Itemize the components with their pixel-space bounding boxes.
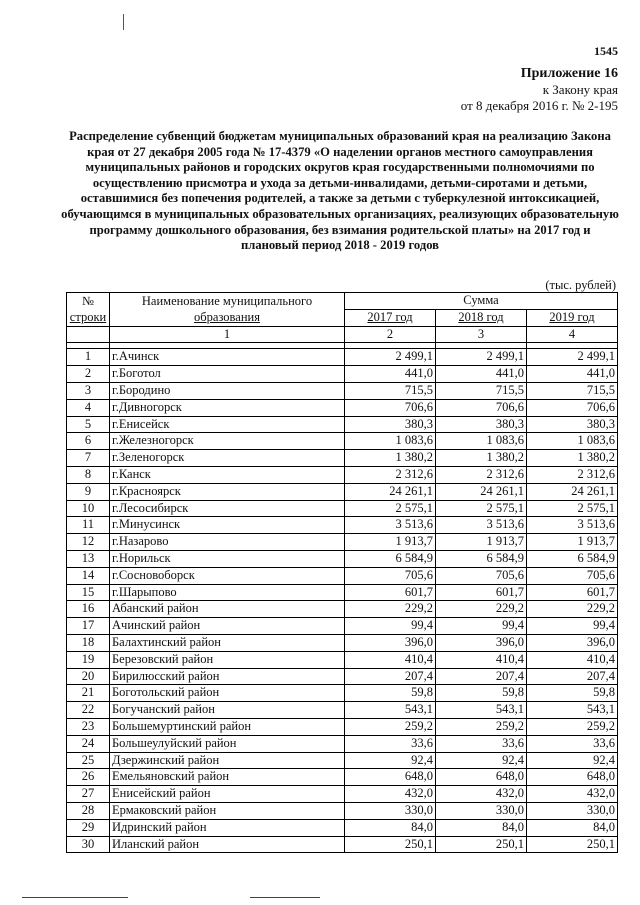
amount-2018: 1 380,2 (436, 450, 527, 467)
municipality-name: Богучанский район (110, 702, 345, 719)
row-number: 2 (67, 366, 110, 383)
amount-2017: 705,6 (345, 567, 436, 584)
municipality-name: г.Назарово (110, 534, 345, 551)
row-number: 3 (67, 382, 110, 399)
table-row (67, 433, 618, 450)
amount-2017: 92,4 (345, 752, 436, 769)
amount-2017: 601,7 (345, 584, 436, 601)
municipality-name: г.Норильск (110, 550, 345, 567)
amount-2018: 396,0 (436, 634, 527, 651)
amount-2018: 2 499,1 (436, 349, 527, 366)
row-number: 10 (67, 500, 110, 517)
amount-2019: 33,6 (527, 735, 618, 752)
table-row (67, 752, 618, 769)
amount-2017: 396,0 (345, 634, 436, 651)
amount-2018: 1 083,6 (436, 433, 527, 450)
amount-2018: 330,0 (436, 802, 527, 819)
table-row (67, 399, 618, 416)
amount-2017: 229,2 (345, 601, 436, 618)
amount-2017: 330,0 (345, 802, 436, 819)
header-row-number (67, 293, 110, 327)
municipality-name: Бирилюсский район (110, 668, 345, 685)
amount-2017: 1 913,7 (345, 534, 436, 551)
header-year-2018: 2018 год (436, 309, 527, 326)
municipality-name: Большемуртинский район (110, 718, 345, 735)
row-number: 20 (67, 668, 110, 685)
amount-2017: 207,4 (345, 668, 436, 685)
municipality-name: Енисейский район (110, 786, 345, 803)
table-body (67, 349, 618, 853)
row-number: 15 (67, 584, 110, 601)
amount-2017: 380,3 (345, 416, 436, 433)
amount-2019: 396,0 (527, 634, 618, 651)
row-number: 14 (67, 567, 110, 584)
municipality-name: г.Железногорск (110, 433, 345, 450)
header-num-line1: № (82, 294, 94, 308)
table-row (67, 416, 618, 433)
table-header-row (67, 293, 618, 310)
table-row (67, 382, 618, 399)
row-number: 4 (67, 399, 110, 416)
amount-2018: 648,0 (436, 769, 527, 786)
row-number: 7 (67, 450, 110, 467)
row-number: 22 (67, 702, 110, 719)
amount-2017: 432,0 (345, 786, 436, 803)
amount-2018: 259,2 (436, 718, 527, 735)
appendix-block (461, 66, 618, 114)
amount-2019: 6 584,9 (527, 550, 618, 567)
amount-2019: 3 513,6 (527, 517, 618, 534)
municipality-name: г.Енисейск (110, 416, 345, 433)
municipality-name: г.Красноярск (110, 483, 345, 500)
column-index (67, 326, 110, 343)
municipality-name: г.Шарыпово (110, 584, 345, 601)
footer-rule (22, 897, 128, 898)
municipality-name: Иланский район (110, 836, 345, 853)
row-number: 13 (67, 550, 110, 567)
table-row (67, 601, 618, 618)
amount-2017: 410,4 (345, 651, 436, 668)
table-row (67, 685, 618, 702)
row-number: 24 (67, 735, 110, 752)
table-row (67, 802, 618, 819)
amount-2018: 410,4 (436, 651, 527, 668)
amount-2019: 543,1 (527, 702, 618, 719)
header-year-2019: 2019 год (527, 309, 618, 326)
row-number: 9 (67, 483, 110, 500)
amount-2017: 2 499,1 (345, 349, 436, 366)
row-number: 5 (67, 416, 110, 433)
municipality-name: г.Ачинск (110, 349, 345, 366)
amount-2019: 1 913,7 (527, 534, 618, 551)
header-sum: Сумма (345, 293, 618, 310)
document-title: Распределение субвенций бюджетам муниципальных образований края на реализацию Закона края от 27 декабря 2005 года № 17-4379 «О наделении органов местного самоуправления муниципальных районов и городских округов края государственными полномочиями по осуществлению присмотра и ухода за детьми-инвалидами, детьми-сиротами и детьми, оставшимися без попечения родителей, а также за детьми с туберкулезной интоксикацией, обучающимся в муниципальных образовательных организациях, реализующих образовательную программу дошкольного образования, без взимания родительской платы» на 2017 год и плановый период 2018 - 2019 годов (61, 129, 619, 253)
table-row (67, 450, 618, 467)
table-row (67, 618, 618, 635)
amount-2017: 24 261,1 (345, 483, 436, 500)
amount-2018: 380,3 (436, 416, 527, 433)
row-number: 27 (67, 786, 110, 803)
row-number: 1 (67, 349, 110, 366)
amount-2017: 2 312,6 (345, 466, 436, 483)
amount-2017: 715,5 (345, 382, 436, 399)
amount-2017: 706,6 (345, 399, 436, 416)
amount-2019: 648,0 (527, 769, 618, 786)
page-number: 1545 (594, 44, 618, 58)
municipality-name: Дзержинский район (110, 752, 345, 769)
amount-2019: 715,5 (527, 382, 618, 399)
amount-2019: 330,0 (527, 802, 618, 819)
amount-2019: 84,0 (527, 819, 618, 836)
municipality-name: Абанский район (110, 601, 345, 618)
amount-2019: 2 499,1 (527, 349, 618, 366)
amount-2017: 441,0 (345, 366, 436, 383)
amount-2017: 2 575,1 (345, 500, 436, 517)
amount-2017: 59,8 (345, 685, 436, 702)
scan-artifact-line (123, 14, 124, 30)
amount-2019: 24 261,1 (527, 483, 618, 500)
amount-2019: 2 575,1 (527, 500, 618, 517)
amount-2018: 2 312,6 (436, 466, 527, 483)
amount-2018: 601,7 (436, 584, 527, 601)
header-year-2017: 2017 год (345, 309, 436, 326)
column-index: 3 (436, 326, 527, 343)
municipality-name: Березовский район (110, 651, 345, 668)
amount-2018: 705,6 (436, 567, 527, 584)
appendix-law-reference: к Закону края (542, 82, 618, 97)
amount-2019: 380,3 (527, 416, 618, 433)
table-row (67, 517, 618, 534)
municipality-name: г.Минусинск (110, 517, 345, 534)
table-row (67, 786, 618, 803)
appendix-title: Приложение 16 (520, 66, 618, 81)
table-row (67, 366, 618, 383)
municipality-name: г.Лесосибирск (110, 500, 345, 517)
table-row (67, 567, 618, 584)
row-number: 26 (67, 769, 110, 786)
appendix-law-date: от 8 декабря 2016 г. № 2-195 (460, 98, 618, 113)
municipality-name: Ачинский район (110, 618, 345, 635)
municipality-name: Большеулуйский район (110, 735, 345, 752)
table-row (67, 651, 618, 668)
amount-2018: 33,6 (436, 735, 527, 752)
amount-2018: 207,4 (436, 668, 527, 685)
amount-2018: 250,1 (436, 836, 527, 853)
municipality-name: Боготольский район (110, 685, 345, 702)
amount-2017: 3 513,6 (345, 517, 436, 534)
amount-2018: 715,5 (436, 382, 527, 399)
amount-2017: 33,6 (345, 735, 436, 752)
amount-2017: 543,1 (345, 702, 436, 719)
amount-2019: 410,4 (527, 651, 618, 668)
row-number: 25 (67, 752, 110, 769)
row-number: 30 (67, 836, 110, 853)
row-number: 12 (67, 534, 110, 551)
amount-2018: 59,8 (436, 685, 527, 702)
amount-2019: 601,7 (527, 584, 618, 601)
table-row (67, 500, 618, 517)
row-number: 21 (67, 685, 110, 702)
amount-2018: 99,4 (436, 618, 527, 635)
amount-2019: 2 312,6 (527, 466, 618, 483)
amount-2019: 1 380,2 (527, 450, 618, 467)
table-row (67, 634, 618, 651)
amount-2019: 229,2 (527, 601, 618, 618)
amount-2017: 6 584,9 (345, 550, 436, 567)
table-row (67, 836, 618, 853)
amount-2017: 99,4 (345, 618, 436, 635)
amount-2018: 2 575,1 (436, 500, 527, 517)
amount-2017: 1 083,6 (345, 433, 436, 450)
column-index: 1 (110, 326, 345, 343)
amount-2017: 259,2 (345, 718, 436, 735)
row-number: 29 (67, 819, 110, 836)
amount-2018: 229,2 (436, 601, 527, 618)
row-number: 16 (67, 601, 110, 618)
table-row (67, 819, 618, 836)
amount-2019: 441,0 (527, 366, 618, 383)
amount-2019: 705,6 (527, 567, 618, 584)
table-row (67, 534, 618, 551)
amount-2019: 207,4 (527, 668, 618, 685)
municipality-name: Емельяновский район (110, 769, 345, 786)
municipality-name: г.Канск (110, 466, 345, 483)
footer-rule (250, 897, 320, 898)
amount-2018: 3 513,6 (436, 517, 527, 534)
row-number: 23 (67, 718, 110, 735)
municipality-name: г.Дивногорск (110, 399, 345, 416)
municipality-name: Идринский район (110, 819, 345, 836)
municipality-name: г.Сосновоборск (110, 567, 345, 584)
amount-2018: 432,0 (436, 786, 527, 803)
amount-2019: 99,4 (527, 618, 618, 635)
header-name-line2: образования (194, 310, 260, 324)
amount-2018: 543,1 (436, 702, 527, 719)
row-number: 19 (67, 651, 110, 668)
header-num-line2: строки (69, 310, 107, 324)
table-row (67, 702, 618, 719)
table-row (67, 735, 618, 752)
amount-2017: 1 380,2 (345, 450, 436, 467)
units-label: (тыс. рублей) (545, 278, 616, 292)
subsidy-table (66, 292, 618, 853)
municipality-name: Балахтинский район (110, 634, 345, 651)
amount-2018: 92,4 (436, 752, 527, 769)
amount-2019: 1 083,6 (527, 433, 618, 450)
amount-2019: 250,1 (527, 836, 618, 853)
amount-2019: 59,8 (527, 685, 618, 702)
row-number: 28 (67, 802, 110, 819)
amount-2017: 250,1 (345, 836, 436, 853)
amount-2019: 432,0 (527, 786, 618, 803)
table-row (67, 718, 618, 735)
row-number: 11 (67, 517, 110, 534)
table-row (67, 466, 618, 483)
amount-2018: 6 584,9 (436, 550, 527, 567)
amount-2018: 1 913,7 (436, 534, 527, 551)
municipality-name: г.Боготол (110, 366, 345, 383)
column-index-row (67, 326, 618, 343)
table-row (67, 668, 618, 685)
row-number: 17 (67, 618, 110, 635)
row-number: 18 (67, 634, 110, 651)
municipality-name: Ермаковский район (110, 802, 345, 819)
header-municipality-name (110, 293, 345, 327)
amount-2017: 84,0 (345, 819, 436, 836)
table-row (67, 769, 618, 786)
table-row (67, 584, 618, 601)
table-row (67, 483, 618, 500)
amount-2019: 92,4 (527, 752, 618, 769)
municipality-name: г.Бородино (110, 382, 345, 399)
column-index: 4 (527, 326, 618, 343)
amount-2018: 24 261,1 (436, 483, 527, 500)
amount-2019: 259,2 (527, 718, 618, 735)
amount-2018: 706,6 (436, 399, 527, 416)
municipality-name: г.Зеленогорск (110, 450, 345, 467)
amount-2018: 441,0 (436, 366, 527, 383)
table-row (67, 349, 618, 366)
amount-2019: 706,6 (527, 399, 618, 416)
row-number: 8 (67, 466, 110, 483)
amount-2017: 648,0 (345, 769, 436, 786)
table-row (67, 550, 618, 567)
amount-2018: 84,0 (436, 819, 527, 836)
row-number: 6 (67, 433, 110, 450)
column-index: 2 (345, 326, 436, 343)
header-name-line1: Наименование муниципального (141, 294, 313, 308)
